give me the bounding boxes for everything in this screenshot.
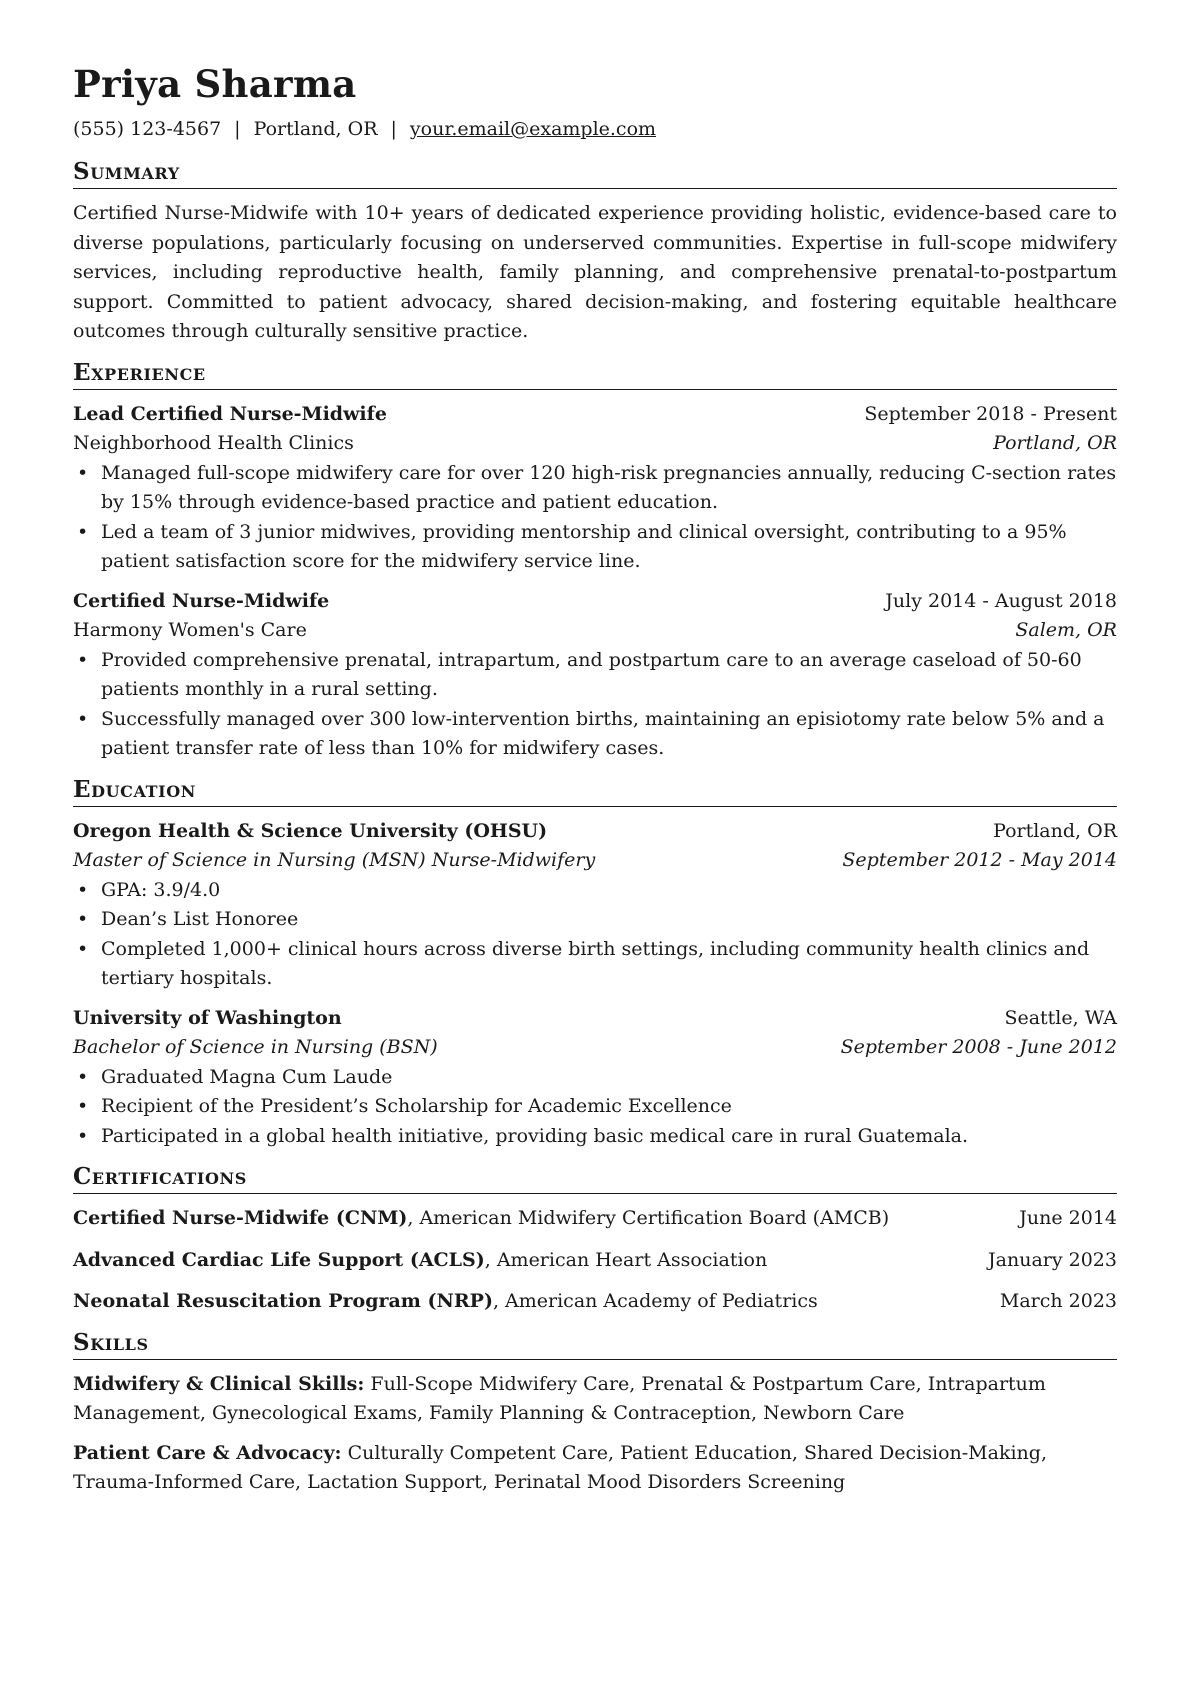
education-bullets xyxy=(73,876,1117,994)
list-item: • GPA: 3.9/4.0 xyxy=(101,876,1117,906)
education-dates: September 2012 - May 2014 xyxy=(842,849,1117,871)
job-dates: July 2014 - August 2018 xyxy=(885,589,1117,612)
degree: Master of Science in Nursing (MSN) Nurse-Midwifery xyxy=(73,849,596,871)
education-dates: September 2008 - June 2012 xyxy=(840,1036,1117,1058)
list-item: • Provided comprehensive prenatal, intrapartum, and postpartum care to an average caseload of 50-60 patients monthly in a rural setting. xyxy=(101,646,1117,705)
certification-issuer: , American Heart Association xyxy=(484,1248,768,1271)
education-entry xyxy=(73,817,1117,994)
location: Portland, OR xyxy=(253,118,378,140)
skill-group-text: Culturally Competent Care, Patient Education, Shared Decision-Making, Trauma-Informed Care, Lactation Support, Perinatal Mood Disorders Screening xyxy=(73,1441,1047,1493)
phone-number: (555) 123-4567 xyxy=(73,118,222,140)
school-location: Portland, OR xyxy=(993,819,1117,842)
skills-section xyxy=(73,1329,1117,1498)
list-item: • Dean’s List Honoree xyxy=(101,905,1117,935)
certification-item xyxy=(73,1246,1117,1276)
job-employer: Neighborhood Health Clinics xyxy=(73,432,354,454)
job-role: Lead Certified Nurse-Midwife xyxy=(73,402,387,425)
job-location: Portland, OR xyxy=(993,432,1117,454)
certification-name: Advanced Cardiac Life Support (ACLS) xyxy=(73,1248,485,1271)
skill-group xyxy=(73,1439,1117,1498)
list-item: • Led a team of 3 junior midwives, providing mentorship and clinical oversight, contributing to a 95% patient satisfaction score for the midwifery service line. xyxy=(101,518,1117,577)
section-title-certifications: Certifications xyxy=(73,1163,1117,1194)
skill-group xyxy=(73,1370,1117,1429)
degree: Bachelor of Science in Nursing (BSN) xyxy=(73,1036,438,1058)
skill-group-label: Patient Care & Advocacy: xyxy=(73,1441,342,1464)
section-title-summary: Summary xyxy=(73,158,1117,189)
certification-name: Neonatal Resuscitation Program (NRP) xyxy=(73,1290,493,1312)
summary-section xyxy=(73,158,1117,347)
certification-date: March 2023 xyxy=(999,1290,1117,1312)
certification-date: January 2023 xyxy=(988,1248,1117,1271)
certification-name: Certified Nurse-Midwife (CNM) xyxy=(73,1207,408,1229)
section-title-education: Education xyxy=(73,776,1117,807)
list-item: • Recipient of the President’s Scholarship for Academic Excellence xyxy=(101,1092,1117,1122)
list-item: • Graduated Magna Cum Laude xyxy=(101,1063,1117,1093)
list-item: • Successfully managed over 300 low-intervention births, maintaining an episiotomy rate below 5% and a patient transfer rate of less than 10% for midwifery cases. xyxy=(101,705,1117,764)
skill-group-label: Midwifery & Clinical Skills: xyxy=(73,1372,365,1395)
certification-issuer: , American Academy of Pediatrics xyxy=(492,1290,818,1312)
certification-item xyxy=(73,1204,1117,1234)
school-name: University of Washington xyxy=(73,1006,342,1029)
education-bullets xyxy=(73,1063,1117,1152)
list-item: • Completed 1,000+ clinical hours across diverse birth settings, including community health clinics and tertiary hospitals. xyxy=(101,935,1117,994)
school-location: Seattle, WA xyxy=(1004,1006,1117,1029)
job-employer: Harmony Women's Care xyxy=(73,619,307,641)
list-item: • Managed full-scope midwifery care for over 120 high-risk pregnancies annually, reducing C-section rates by 15% through evidence-based practice and patient education. xyxy=(101,459,1117,518)
contact-line xyxy=(73,116,1117,142)
candidate-name: Priya Sharma xyxy=(73,62,357,106)
contact-separator: | xyxy=(390,118,397,140)
email-link[interactable]: your.email@example.com xyxy=(409,118,657,140)
certification-date: June 2014 xyxy=(1019,1207,1117,1229)
certification-issuer: , American Midwifery Certification Board (AMCB) xyxy=(407,1207,890,1229)
education-entry xyxy=(73,1004,1117,1152)
certification-item xyxy=(73,1287,1117,1317)
job-role: Certified Nurse-Midwife xyxy=(73,589,330,612)
certifications-section xyxy=(73,1163,1117,1317)
resume-header xyxy=(73,60,1117,142)
section-title-experience: Experience xyxy=(73,359,1117,390)
education-section xyxy=(73,776,1117,1152)
experience-section xyxy=(73,359,1117,764)
list-item: • Participated in a global health initiative, providing basic medical care in rural Guatemala. xyxy=(101,1122,1117,1152)
section-title-skills: Skills xyxy=(73,1329,1117,1360)
contact-separator: | xyxy=(234,118,241,140)
job-entry xyxy=(73,587,1117,764)
school-name: Oregon Health & Science University (OHSU) xyxy=(73,819,548,842)
skill-group-text: Full-Scope Midwifery Care, Prenatal & Postpartum Care, Intrapartum Management, Gynecological Exams, Family Planning & Contraception, Newborn Care xyxy=(73,1372,1046,1424)
job-bullets xyxy=(73,459,1117,577)
job-location: Salem, OR xyxy=(1015,619,1117,641)
summary-text: Certified Nurse-Midwife with 10+ years of dedicated experience providing holistic, evidence-based care to diverse populations, particularly focusing on underserved communities. Expertise in full-scope midwifery services, including reproductive health, family planning, and comprehensive prenatal-to-postpartum support. Committed to patient advocacy, shared decision-making, and fostering equitable healthcare outcomes through culturally sensitive practice. xyxy=(73,202,1117,342)
job-dates: September 2018 - Present xyxy=(864,402,1117,425)
job-entry xyxy=(73,400,1117,577)
job-bullets xyxy=(73,646,1117,764)
